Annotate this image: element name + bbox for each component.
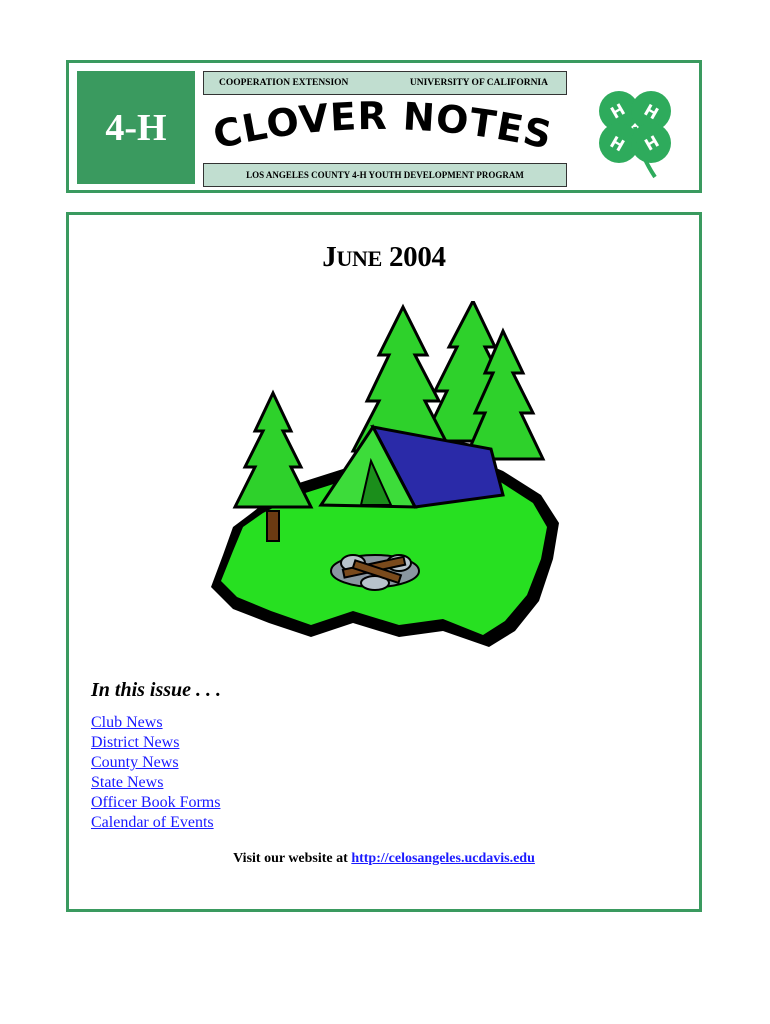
toc-item-county-news bbox=[91, 753, 220, 773]
four-leaf-clover-h-icon bbox=[579, 73, 691, 183]
toc-link-district-news[interactable]: District News bbox=[91, 734, 180, 751]
toc-link-calendar-of-events[interactable]: Calendar of Events bbox=[91, 814, 214, 831]
toc-item-club-news bbox=[91, 713, 220, 733]
toc-link-county-news[interactable]: County News bbox=[91, 754, 179, 771]
toc-item-district-news bbox=[91, 733, 220, 753]
website-prefix: Visit our website at bbox=[233, 851, 348, 866]
masthead bbox=[66, 60, 702, 193]
toc-item-calendar-of-events bbox=[91, 813, 220, 833]
newsletter-title-text: CLOVER NOTES bbox=[209, 93, 557, 158]
cover-content bbox=[66, 212, 702, 912]
website-line bbox=[69, 851, 699, 867]
university-label: UNIVERSITY OF CALIFORNIA bbox=[409, 78, 548, 88]
program-badge: 4-H bbox=[77, 71, 195, 184]
toc-link-officer-book-forms[interactable]: Officer Book Forms bbox=[91, 794, 221, 811]
toc-link-club-news[interactable]: Club News bbox=[91, 714, 163, 731]
svg-text:H: H bbox=[641, 131, 663, 155]
masthead-top-band bbox=[203, 71, 567, 95]
svg-text:H: H bbox=[607, 99, 629, 123]
issue-month-initial: J bbox=[322, 241, 337, 273]
toc-item-officer-book-forms bbox=[91, 793, 220, 813]
newsletter-title-art bbox=[205, 93, 565, 163]
camping-tent-scene-icon bbox=[203, 301, 573, 651]
newsletter-title bbox=[205, 93, 565, 163]
in-this-issue-heading: In this issue . . . bbox=[91, 679, 222, 701]
toc-item-state-news bbox=[91, 773, 220, 793]
toc-link-state-news[interactable]: State News bbox=[91, 774, 164, 791]
svg-text:CLOVER NOTES bbox=[209, 94, 556, 158]
issue-month-rest: UNE bbox=[336, 246, 382, 271]
table-of-contents bbox=[91, 713, 220, 833]
cooperation-extension-label: COOPERATION EXTENSION bbox=[219, 78, 349, 88]
svg-text:H: H bbox=[606, 132, 628, 156]
issue-date bbox=[69, 241, 699, 274]
issue-year: 2004 bbox=[388, 241, 446, 273]
svg-text:H: H bbox=[640, 100, 662, 124]
website-link[interactable]: http://celosangeles.ucdavis.edu bbox=[351, 851, 535, 866]
county-program-label: LOS ANGELES COUNTY 4-H YOUTH DEVELOPMENT PROGRAM bbox=[246, 170, 524, 180]
masthead-bottom-band bbox=[203, 163, 567, 187]
